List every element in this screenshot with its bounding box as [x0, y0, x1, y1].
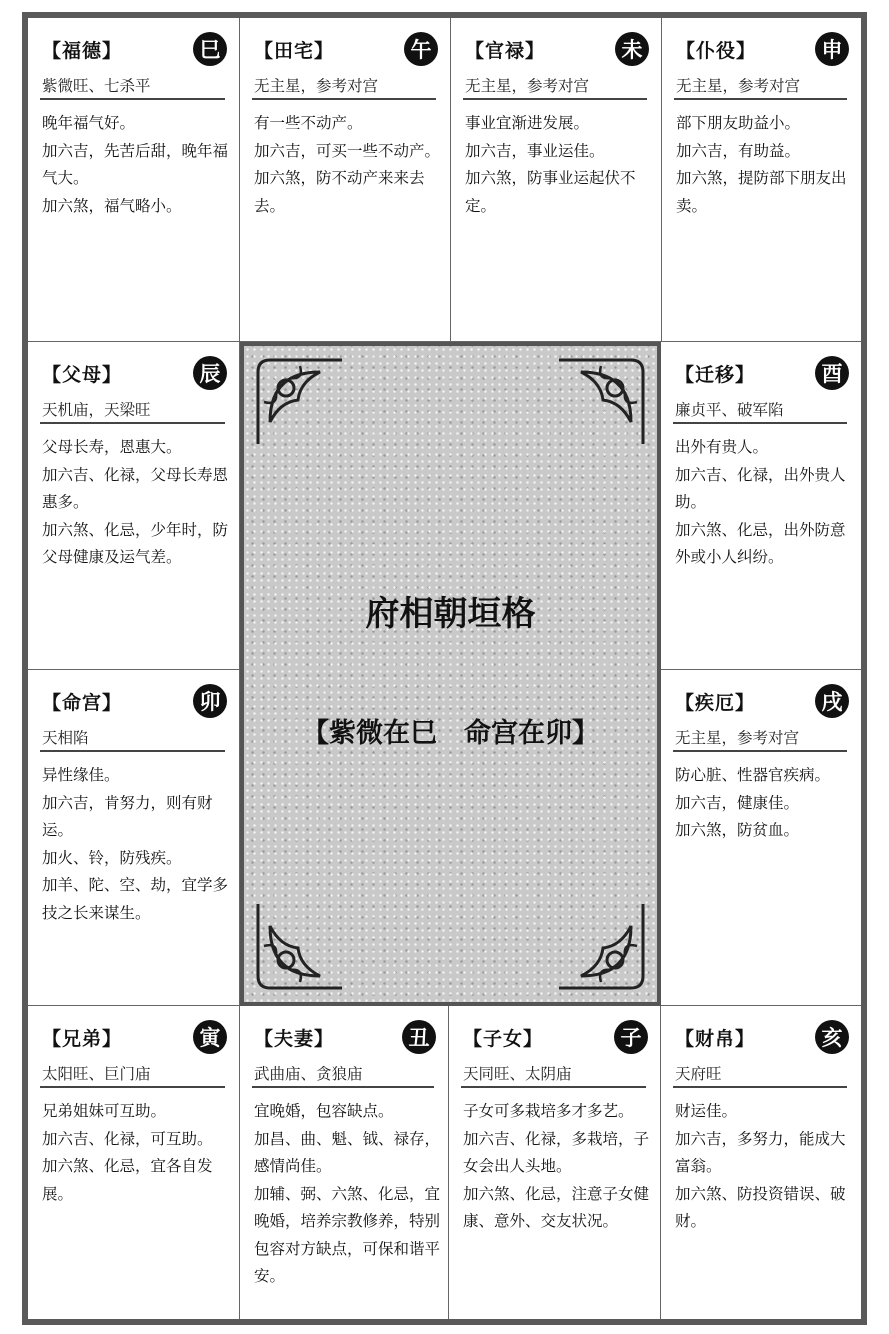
branch-badge: 未 [615, 32, 649, 66]
palace-title: 【迁移】 [675, 364, 756, 386]
divider [40, 1086, 225, 1088]
palace-qianyi [661, 342, 861, 670]
palace-minggong [28, 670, 240, 1006]
text-line: 晚年福气好。 [42, 114, 136, 132]
branch-badge: 戌 [815, 684, 849, 718]
divider [252, 1086, 434, 1088]
divider [463, 98, 647, 100]
text-line: 加六煞，防不动产来来去去。 [254, 169, 425, 215]
ornament-top-left-icon [250, 352, 350, 452]
text-line: 加六吉，先苦后甜，晚年福气大。 [42, 141, 229, 187]
text-line: 加六吉，事业运佳。 [465, 141, 605, 160]
palace-title: 【官禄】 [465, 40, 546, 62]
palace-puyi [662, 18, 861, 342]
text-line: 加六煞、化忌，宜各自发展。 [42, 1157, 213, 1203]
palace-text [254, 1098, 440, 1291]
text-line: 加六吉、化禄，出外贵人助。 [675, 465, 846, 511]
palace-fumu [28, 342, 240, 670]
palace-jie [661, 670, 861, 1006]
palace-stars: 廉贞平、破军陷 [675, 401, 784, 419]
palace-text [676, 110, 853, 220]
palace-stars: 无主星，参考对宫 [676, 77, 801, 95]
palace-tianzhai [240, 18, 451, 342]
palace-title: 【父母】 [42, 364, 123, 386]
palace-title: 【福德】 [42, 40, 123, 62]
text-line: 加羊、陀、空、劫，宜学多技之长来谋生。 [42, 876, 229, 922]
text-line: 加火、铃，防残疾。 [42, 848, 182, 867]
chart-pattern-subtitle: 【紫微在巳 命宫在卯】 [302, 718, 599, 749]
palace-text [42, 1098, 231, 1208]
palace-title: 【财帛】 [675, 1028, 756, 1050]
text-line: 子女可多栽培多才多艺。 [463, 1102, 634, 1120]
palace-text [465, 110, 653, 220]
divider [673, 422, 847, 424]
text-line: 加六吉，可买一些不动产。 [254, 141, 441, 160]
text-line: 加六煞，防贫血。 [675, 821, 800, 839]
palace-stars: 天同旺、太阴庙 [463, 1065, 572, 1083]
center-panel [240, 342, 661, 1006]
ornament-bottom-left-icon [250, 896, 350, 996]
text-line: 加六煞、防投资错误、破财。 [675, 1184, 846, 1230]
palace-title: 【夫妻】 [254, 1028, 335, 1050]
branch-badge: 午 [404, 32, 438, 66]
palace-title: 【兄弟】 [42, 1028, 123, 1050]
text-line: 部下朋友助益小。 [676, 114, 801, 132]
palace-text [42, 434, 231, 572]
branch-badge: 巳 [193, 32, 227, 66]
palace-title: 【仆役】 [676, 40, 757, 62]
text-line: 宜晚婚，包容缺点。 [254, 1102, 394, 1120]
text-line: 加六煞、化忌，出外防意外或小人纠纷。 [675, 520, 846, 566]
divider [673, 1086, 847, 1088]
palace-title: 【子女】 [463, 1028, 544, 1050]
palace-zinv [449, 1006, 661, 1319]
palace-caibo [661, 1006, 861, 1319]
divider [673, 750, 847, 752]
branch-badge: 丑 [402, 1020, 436, 1054]
divider [252, 98, 436, 100]
palace-text [675, 434, 853, 572]
palace-stars: 太阳旺、巨门庙 [42, 1065, 151, 1083]
palace-fude [28, 18, 240, 342]
text-line: 加六煞、化忌，注意子女健康、意外、交友状况。 [463, 1184, 650, 1230]
branch-badge: 卯 [193, 684, 227, 718]
palace-stars: 无主星，参考对宫 [465, 77, 590, 95]
divider [461, 1086, 646, 1088]
text-line: 加六煞，防事业运起伏不定。 [465, 169, 636, 215]
palace-text [463, 1098, 652, 1236]
palace-xiongdi [28, 1006, 240, 1319]
palace-text [254, 110, 442, 220]
text-line: 兄弟姐妹可互助。 [42, 1102, 167, 1120]
text-line: 加六煞，提防部下朋友出卖。 [676, 169, 847, 215]
palace-text [675, 762, 853, 845]
text-line: 有一些不动产。 [254, 114, 363, 132]
chart-pattern-title: 府相朝垣格 [365, 594, 536, 634]
palace-text [42, 762, 231, 927]
palace-stars: 无主星，参考对宫 [675, 729, 800, 747]
text-line: 加六吉，健康佳。 [675, 793, 800, 812]
palace-stars: 天府旺 [675, 1065, 722, 1083]
text-line: 异性缘佳。 [42, 766, 120, 784]
divider [40, 98, 225, 100]
text-line: 防心脏、性器官疾病。 [675, 766, 831, 784]
palace-guanlu [451, 18, 662, 342]
divider [40, 422, 225, 424]
text-line: 加六煞、化忌，少年时，防父母健康及运气差。 [42, 520, 229, 566]
text-line: 加六煞，福气略小。 [42, 196, 182, 215]
text-line: 加六吉、化禄，父母长寿恩惠多。 [42, 465, 229, 511]
branch-badge: 子 [614, 1020, 648, 1054]
palace-title: 【田宅】 [254, 40, 335, 62]
branch-badge: 申 [815, 32, 849, 66]
text-line: 财运佳。 [675, 1102, 738, 1120]
divider [40, 750, 225, 752]
ornament-top-right-icon [551, 352, 651, 452]
text-line: 加辅、弼、六煞、化忌，宜晚婚，培养宗教修养，特别包容对方缺点，可保和谐平安。 [254, 1184, 441, 1285]
palace-chart [22, 12, 867, 1325]
branch-badge: 辰 [193, 356, 227, 390]
text-line: 加六吉，有助益。 [676, 141, 801, 160]
palace-stars: 天相陷 [42, 729, 89, 747]
palace-stars: 紫微旺、七杀平 [42, 77, 151, 95]
palace-fuqi [240, 1006, 449, 1319]
palace-stars: 天机庙，天梁旺 [42, 401, 151, 419]
text-line: 加昌、曲、魁、钺、禄存，感情尚佳。 [254, 1129, 441, 1175]
branch-badge: 酉 [815, 356, 849, 390]
palace-title: 【疾厄】 [675, 692, 756, 714]
text-line: 加六吉、化禄，多栽培，子女会出人头地。 [463, 1129, 650, 1175]
text-line: 加六吉，肯努力，则有财运。 [42, 793, 213, 839]
palace-stars: 无主星，参考对宫 [254, 77, 379, 95]
palace-title: 【命宫】 [42, 692, 123, 714]
text-line: 加六吉、化禄，可互助。 [42, 1129, 213, 1148]
text-line: 出外有贵人。 [675, 438, 769, 456]
palace-text [42, 110, 231, 220]
ornament-bottom-right-icon [551, 896, 651, 996]
branch-badge: 寅 [193, 1020, 227, 1054]
palace-text [675, 1098, 853, 1236]
divider [674, 98, 847, 100]
palace-stars: 武曲庙、贪狼庙 [254, 1065, 363, 1083]
text-line: 事业宜渐进发展。 [465, 114, 590, 132]
branch-badge: 亥 [815, 1020, 849, 1054]
text-line: 加六吉，多努力，能成大富翁。 [675, 1129, 846, 1175]
text-line: 父母长寿，恩惠大。 [42, 438, 182, 456]
